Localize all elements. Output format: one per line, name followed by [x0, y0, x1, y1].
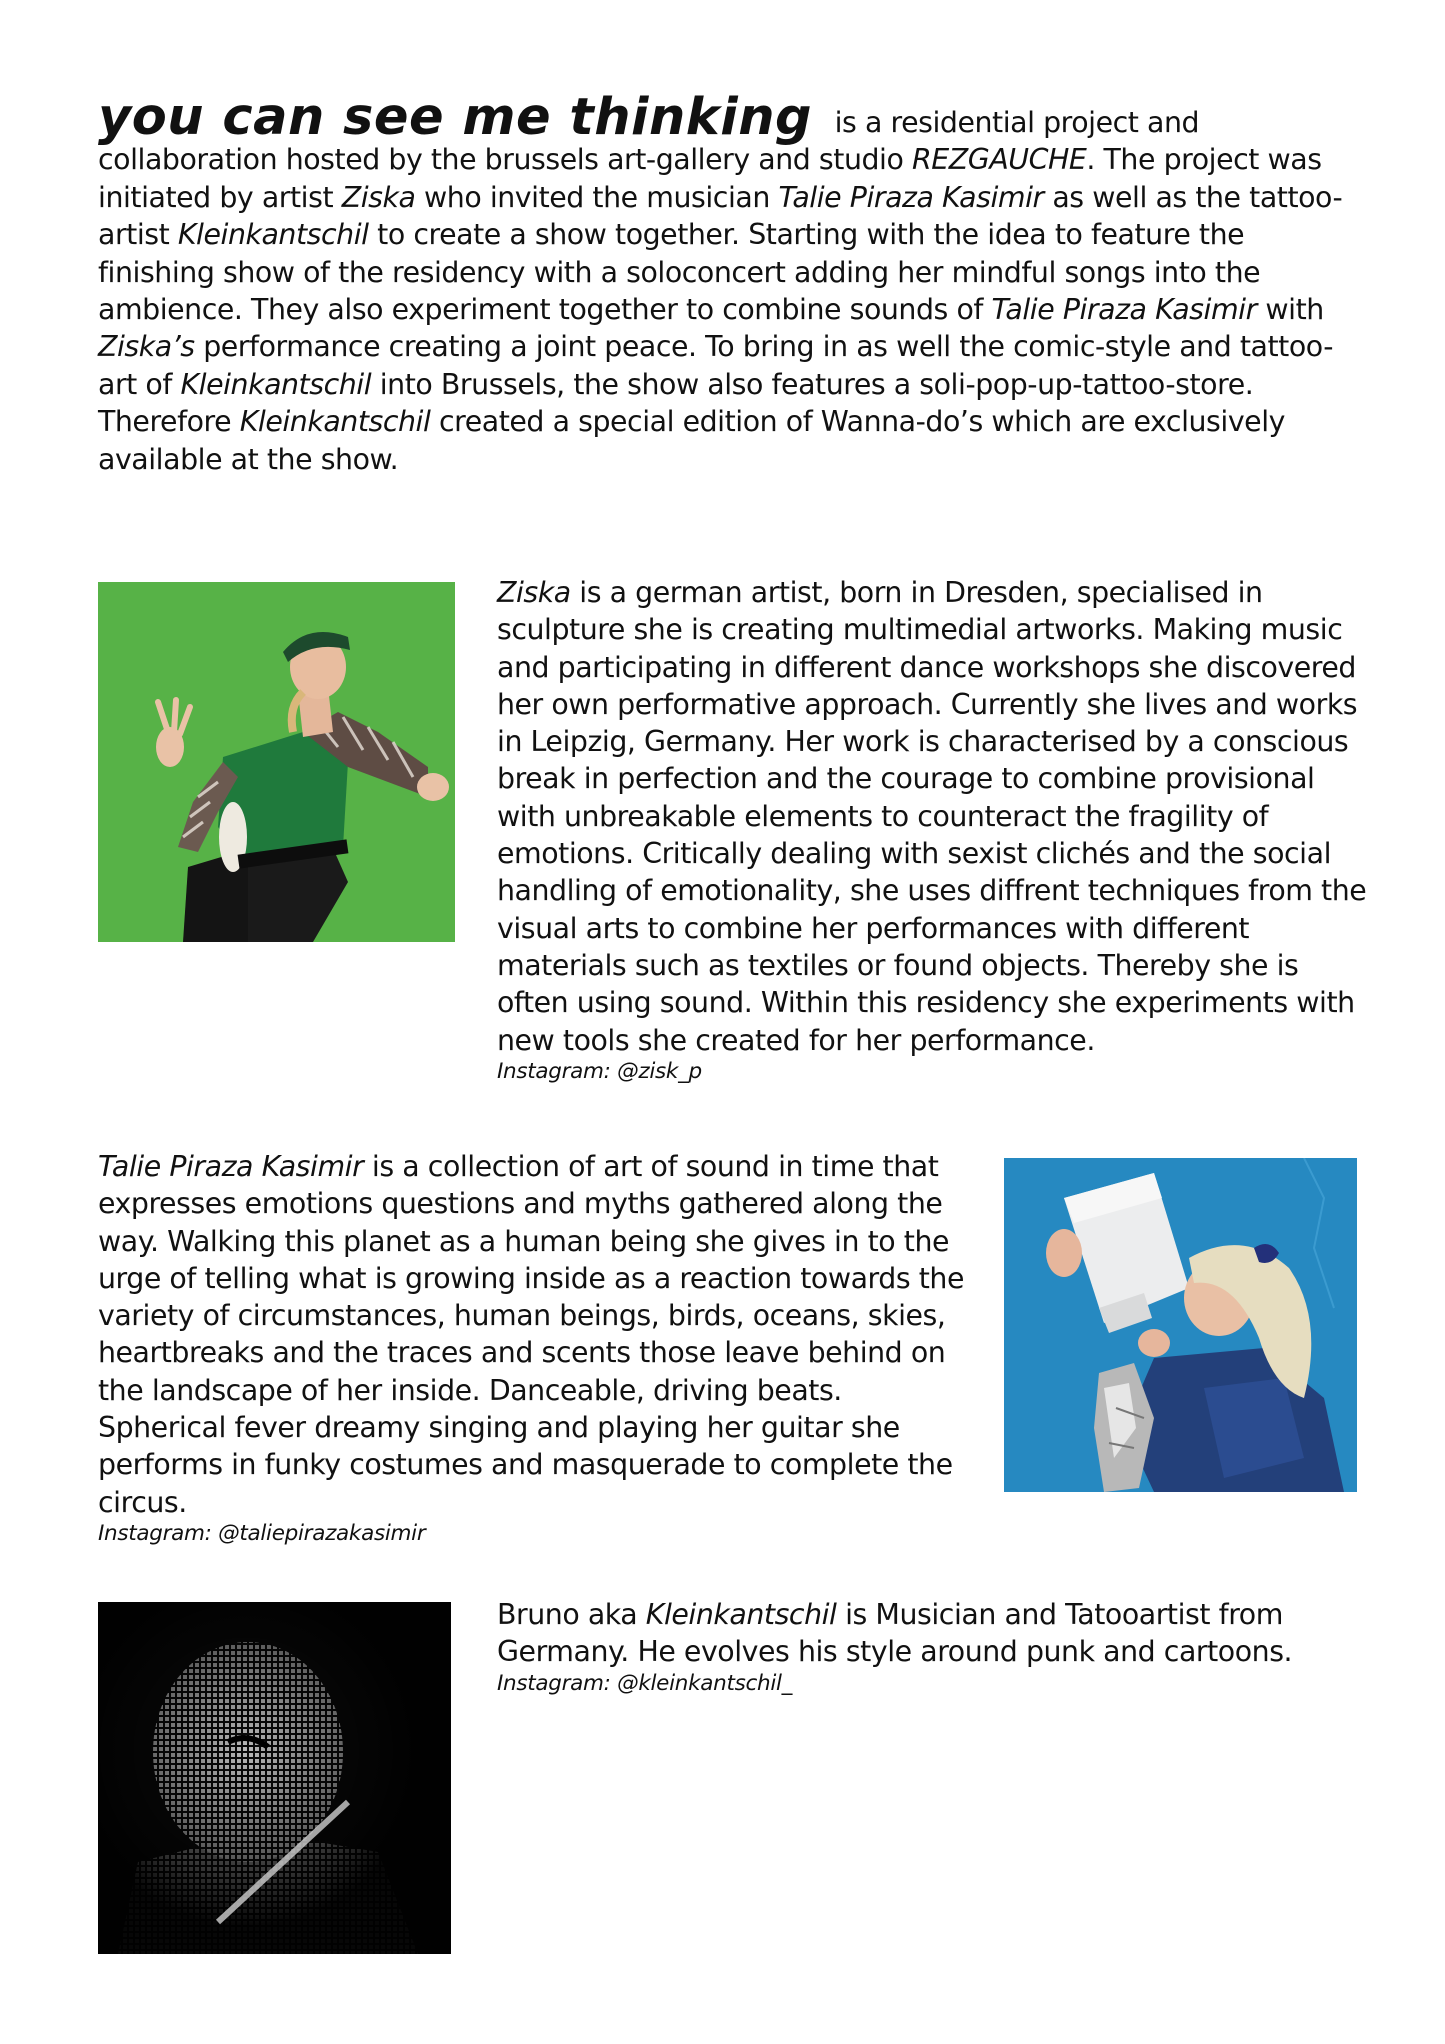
intro-paragraph: you can see me thinking is a residential project and collaboration hosted by the brussels art-gallery and studio REZGAUCHE. The project was initiated by artist Ziska who invited the musician Talie Piraza Kasimir as well as the tattoo-artist Kleinkantschil to create a show together. Starting with the idea to feature the finishing show of the residency with a soloconcert adding her mindful songs into the ambience. They also experiment together to combine sounds of Talie Piraza Kasimir with Ziska’s performance creating a joint peace. To bring in as well the comic-style and tattoo-art of Kleinkantschil into Brussels, the show also features a soli-pop-up-tattoo-store. Therefore Kleinkantschil created a special edition of Wanna-do’s which are exclusively available at the show. — [98, 88, 1343, 476]
bruno-name: Kleinkantschil — [645, 1598, 837, 1631]
bruno-photo-image — [98, 1602, 451, 1954]
project-title: you can see me thinking — [98, 88, 813, 147]
ziska-name: Ziska — [497, 576, 571, 609]
talie-name: Talie Piraza Kasimir — [98, 1150, 364, 1183]
talie-instagram: Instagram: @taliepirazakasimir — [98, 1520, 426, 1546]
gallery-name: REZGAUCHE — [912, 143, 1087, 177]
bruno-instagram: Instagram: @kleinkantschil_ — [497, 1670, 793, 1696]
ziska-instagram: Instagram: @zisk_p — [497, 1058, 702, 1084]
talie-photo-image — [1004, 1158, 1357, 1492]
bruno-photo — [98, 1602, 451, 1954]
ziska-photo-image — [98, 582, 455, 942]
talie-photo — [1004, 1158, 1357, 1492]
ziska-photo — [98, 582, 455, 942]
bruno-bio: Bruno aka Kleinkantschil is Musician and Tatooartist from Germany. He evolves his style around punk and cartoons. Instagram: @kleinkantschil_ — [497, 1596, 1357, 1697]
talie-bio: Talie Piraza Kasimir is a collection of art of sound in time that expresses emotions questions and myths gathered along the way. Walking this planet as a human being she gives in to the urge of telling what is growing inside as a reaction towards the variety of circumstances, human beings, birds, oceans, skies, heartbreaks and the traces and scents those leave behind on the landscape of her inside. Danceable, driving beats. Spherical fever dreamy singing and playing her guitar she performs in funky costumes and masquerade to complete the circus. Instagram: @taliepirazakasimir — [98, 1148, 978, 1547]
ziska-bio: Ziska is a german artist, born in Dresden, specialised in sculpture she is creating multimedial artworks. Making music and participating in different dance workshops she discovered her own performative approach. Currently she lives and works in Leipzig, Germany. Her work is characterised by a conscious break in perfection and the courage to combine provisional with unbreakable elements to counteract the fragility of emotions. Critically dealing with sexist clichés and the social handling of emotionality, she uses diffrent techniques from the visual arts to combine her performances with different materials such as textiles or found objects. Thereby she is often using sound. Within this residency she experiments with new tools she created for her performance. Instagram: @zisk_p — [497, 576, 1367, 1084]
